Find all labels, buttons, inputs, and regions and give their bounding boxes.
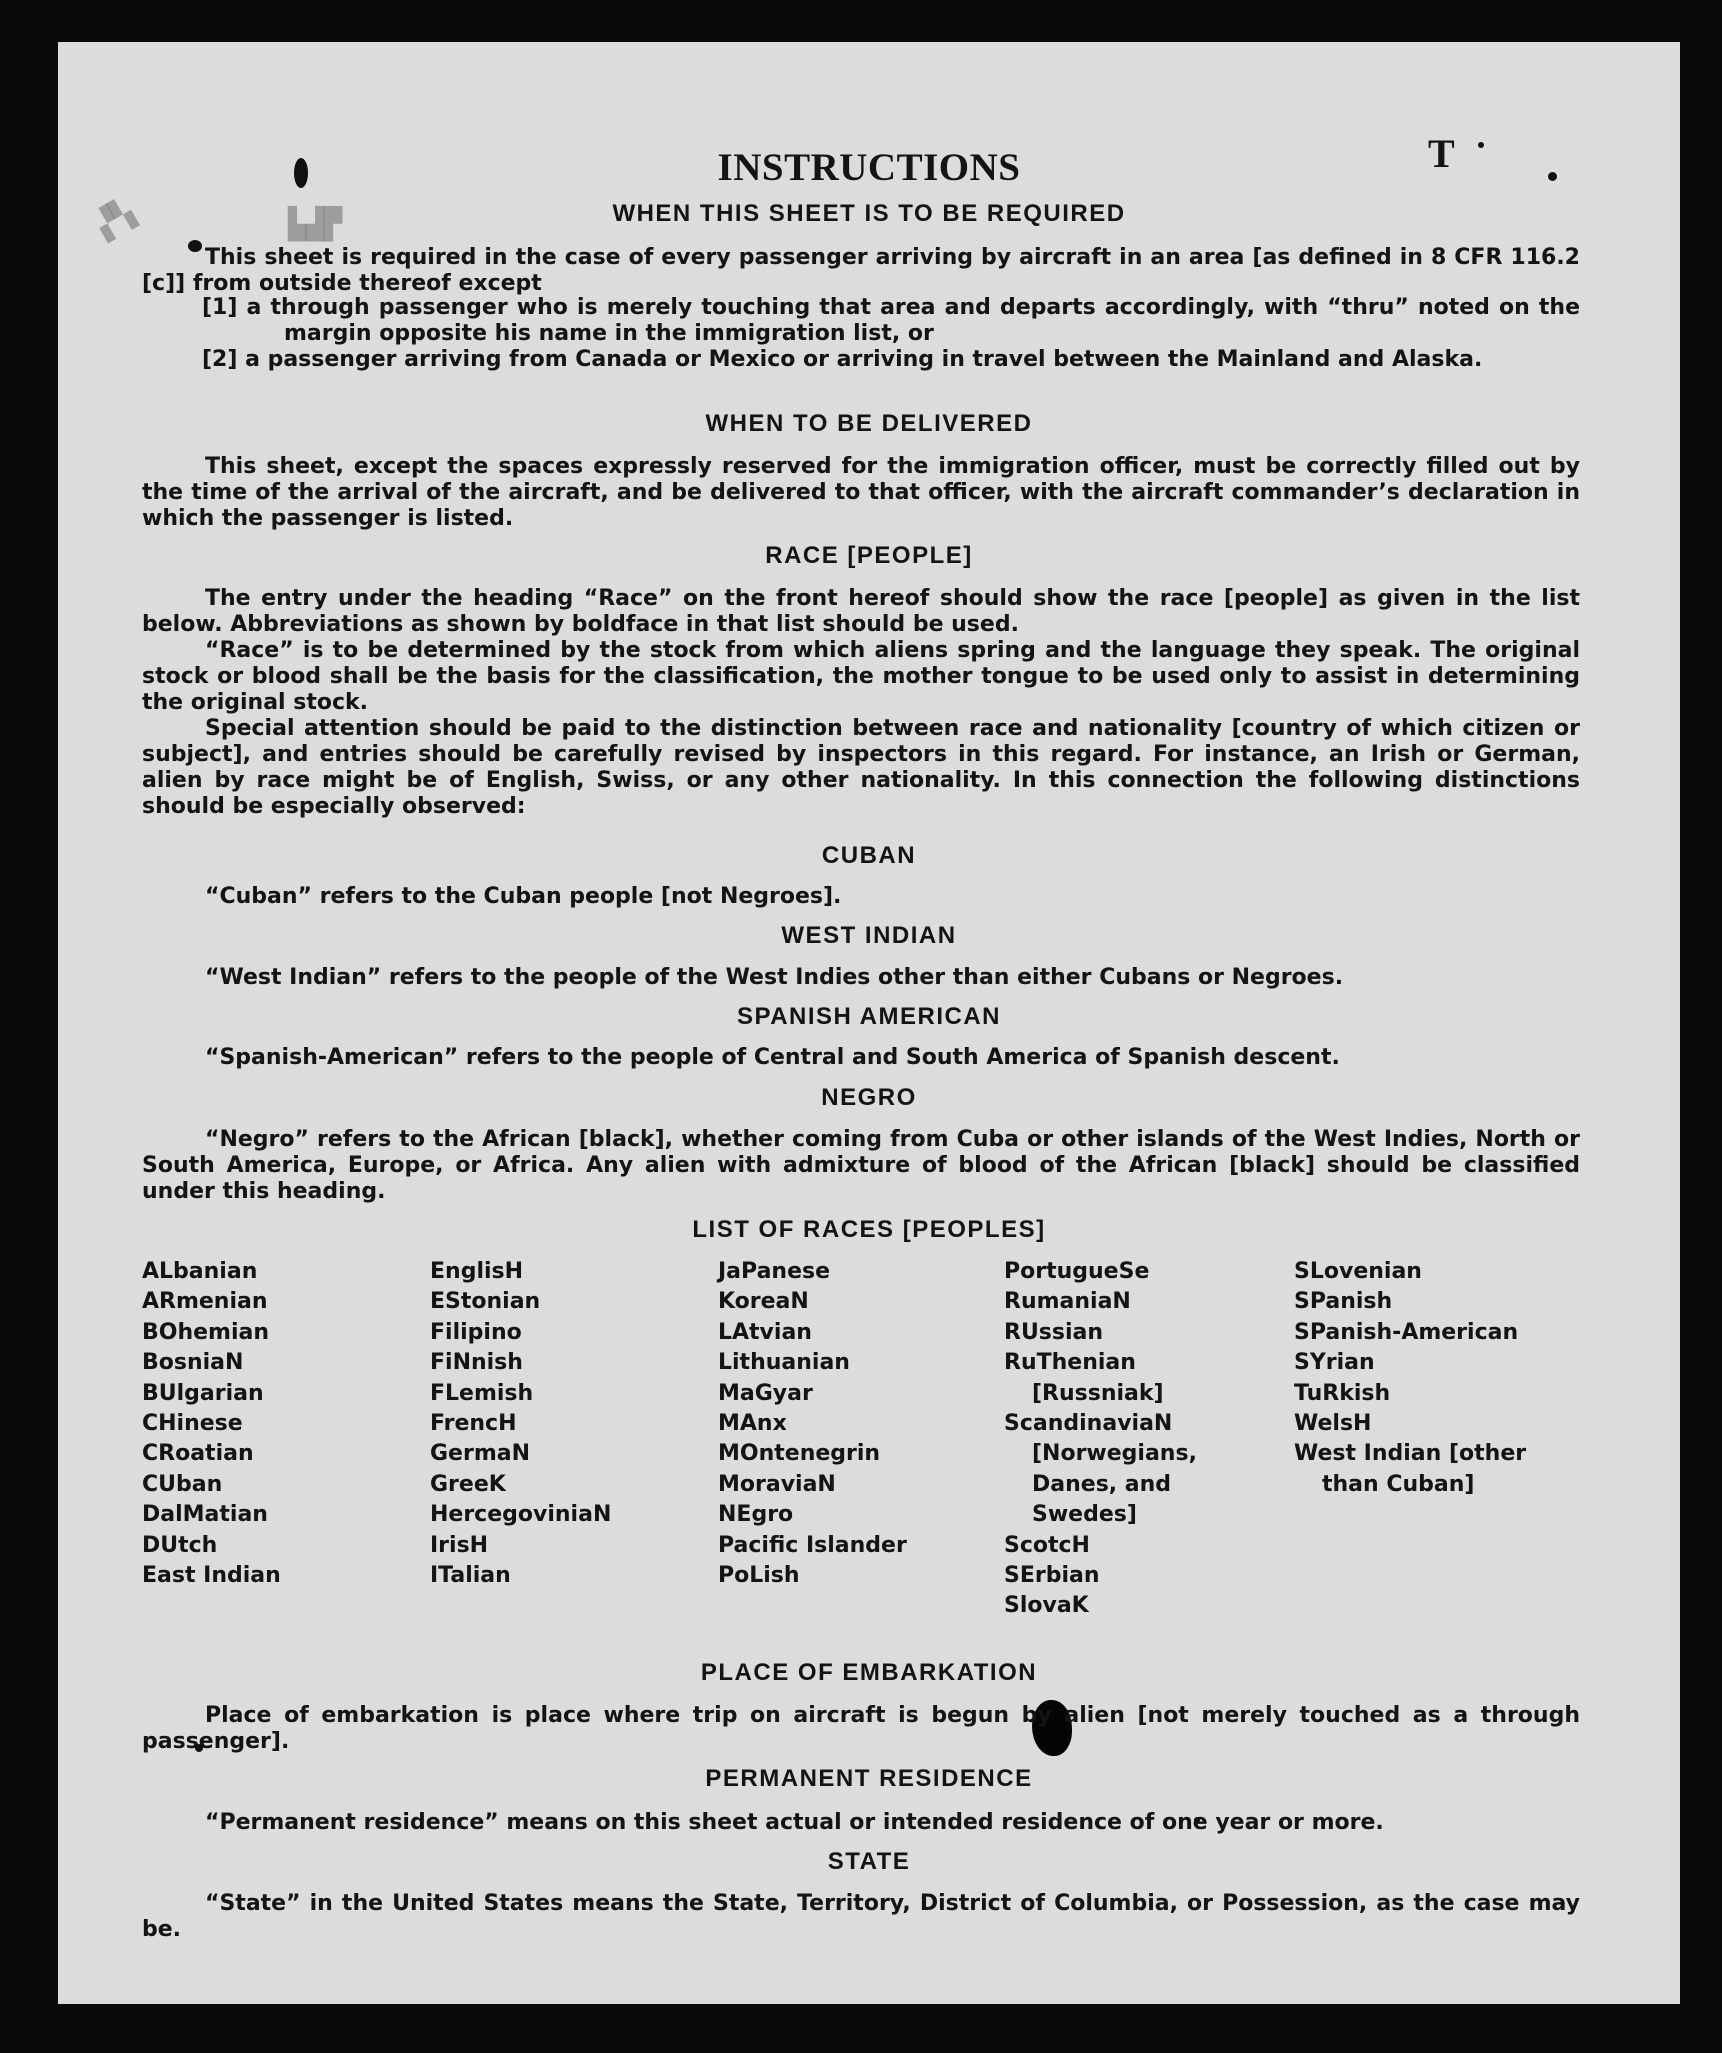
race-item: SLovenian (1294, 1259, 1422, 1284)
race-item: ScotcH (1004, 1532, 1090, 1558)
race-item: IrisH (430, 1532, 489, 1558)
race-item: CRoatian (142, 1441, 254, 1467)
paragraph-race-1: The entry under the heading “Race” on the front hereof should show the race [people] as given in the list below. Abbreviations as shown by boldface in that list should be used. (142, 586, 1580, 637)
races-column-1 (142, 1257, 281, 1591)
race-item: FiNnish (430, 1350, 523, 1376)
race-item: RuThenian [Russniak] (1004, 1350, 1164, 1406)
race-item: MAnx (718, 1411, 787, 1437)
heading-list-of-races: LIST OF RACES [PEOPLES] (692, 1216, 1046, 1243)
paragraph-state: “State” in the United States means the State, Territory, District of Columbia, or Possession, as the case may be. (142, 1891, 1580, 1942)
race-item: SYrian (1294, 1350, 1375, 1376)
race-item: West Indian [other than Cuban] (1294, 1441, 1534, 1497)
exception-2: [2] a passenger arriving from Canada or Mexico or arriving in travel between the Mainland and Alaska. (202, 347, 1483, 372)
race-item: EStonian (430, 1289, 541, 1315)
heading-west-indian: WEST INDIAN (781, 922, 957, 949)
race-item: RumaniaN (1004, 1289, 1131, 1315)
race-item: CUban (142, 1471, 223, 1497)
race-item: MoraviaN (718, 1471, 836, 1497)
races-column-2 (430, 1257, 611, 1591)
race-item: WelsH (1294, 1411, 1372, 1437)
paragraph-permanent-residence: “Permanent residence” means on this sheet actual or intended residence of one year or more. (205, 1810, 1384, 1835)
heading-when-required: WHEN THIS SHEET IS TO BE REQUIRED (612, 200, 1126, 227)
race-item: CHinese (142, 1411, 243, 1437)
race-item: GermaN (430, 1441, 531, 1467)
corner-mark: T (1428, 131, 1455, 176)
paragraph-race-2: “Race” is to be determined by the stock from which aliens spring and the language they speak. The original stock or blood shall be the basis for the classification, the mother tongue to be used only to assist in determining the original stock. (142, 638, 1580, 715)
paragraph-west-indian: “West Indian” refers to the people of the West Indies other than either Cubans or Negroes. (205, 965, 1344, 990)
race-item: SErbian (1004, 1563, 1100, 1589)
document-page (58, 42, 1680, 2004)
heading-race: RACE [PEOPLE] (765, 542, 973, 569)
stamp-mark: ▞▚ (92, 198, 141, 246)
race-item: SlovaK (1004, 1593, 1089, 1619)
race-item: Filipino (430, 1319, 522, 1345)
race-item: ITalian (430, 1563, 511, 1589)
heading-when-delivered: WHEN TO BE DELIVERED (705, 410, 1033, 437)
race-item: ARmenian (142, 1289, 268, 1315)
race-item: BosniaN (142, 1350, 244, 1376)
race-item: TuRkish (1294, 1380, 1391, 1406)
race-item: NEgro (718, 1502, 794, 1528)
race-item: FLemish (430, 1380, 534, 1406)
race-item: BOhemian (142, 1319, 270, 1345)
page-title: INSTRUCTIONS (717, 146, 1021, 189)
race-item: ScandinaviaN [Norwegians, Danes, and Swedes] (1004, 1411, 1205, 1528)
race-item: JaPanese (718, 1259, 831, 1284)
paragraph-race-3: Special attention should be paid to the distinction between race and nationality [country of which citizen or subject], and entries should be carefully revised by inspectors in this regard. For instance, an Irish or German, alien by race might be of English, Swiss, or any other nationality. In this connection the following distinctions should be especially observed: (142, 716, 1580, 819)
race-item: SPanish-American (1294, 1319, 1519, 1345)
exception-1: [1] a through passenger who is merely touching that area and departs accordingly, with “thru” noted on the margin opposite his name in the immigration list, or (202, 295, 1580, 346)
stamp-mark: ▙▟▛ (288, 210, 343, 244)
race-item: Pacific Islander (718, 1532, 907, 1558)
race-item: KoreaN (718, 1289, 809, 1315)
race-item: PoLish (718, 1563, 800, 1589)
races-column-5 (1294, 1257, 1574, 1500)
heading-cuban: CUBAN (821, 842, 917, 869)
race-item: MOntenegrin (718, 1441, 881, 1467)
heading-state: STATE (827, 1848, 911, 1875)
race-item: BUlgarian (142, 1380, 264, 1406)
race-item: Lithuanian (718, 1350, 850, 1376)
race-item: GreeK (430, 1471, 506, 1497)
race-item: East Indian (142, 1563, 281, 1589)
race-item: RUssian (1004, 1319, 1104, 1345)
race-item: ALbanian (142, 1259, 258, 1284)
race-item: DalMatian (142, 1502, 268, 1528)
paragraph-when-required: This sheet is required in the case of every passenger arriving by aircraft in an area [as defined in 8 CFR 116.2 [c]] from outside thereof except (142, 245, 1580, 296)
heading-spanish-american: SPANISH AMERICAN (736, 1003, 1001, 1030)
paragraph-negro: “Negro” refers to the African [black], whether coming from Cuba or other islands of the West Indies, North or South America, Europe, or Africa. Any alien with admixture of blood of the African [black] should be classified under this heading. (142, 1127, 1580, 1204)
paragraph-when-delivered: This sheet, except the spaces expressly reserved for the immigration officer, must be correctly filled out by the time of the arrival of the aircraft, and be delivered to that officer, with the aircraft commander’s declaration in which the passenger is listed. (142, 454, 1580, 531)
race-item: FrencH (430, 1411, 517, 1437)
race-item: HercegoviniaN (430, 1502, 612, 1528)
races-column-4 (1004, 1257, 1264, 1622)
race-item: EnglisH (430, 1259, 524, 1284)
heading-permanent-residence: PERMANENT RESIDENCE (705, 1765, 1033, 1792)
heading-embarkation: PLACE OF EMBARKATION (700, 1659, 1038, 1686)
paragraph-cuban: “Cuban” refers to the Cuban people [not Negroes]. (205, 884, 842, 909)
race-item: DUtch (142, 1532, 218, 1558)
race-item: MaGyar (718, 1380, 813, 1406)
race-item: SPanish (1294, 1289, 1393, 1315)
races-column-3 (718, 1257, 907, 1591)
paragraph-spanish-american: “Spanish-American” refers to the people of Central and South America of Spanish descent. (205, 1045, 1340, 1070)
heading-negro: NEGRO (821, 1084, 917, 1111)
race-item: LAtvian (718, 1319, 812, 1345)
race-item: PortugueSe (1004, 1259, 1150, 1284)
paragraph-embarkation: Place of embarkation is place where trip on aircraft is begun by alien [not merely touched as a through passenger]. (142, 1703, 1580, 1754)
